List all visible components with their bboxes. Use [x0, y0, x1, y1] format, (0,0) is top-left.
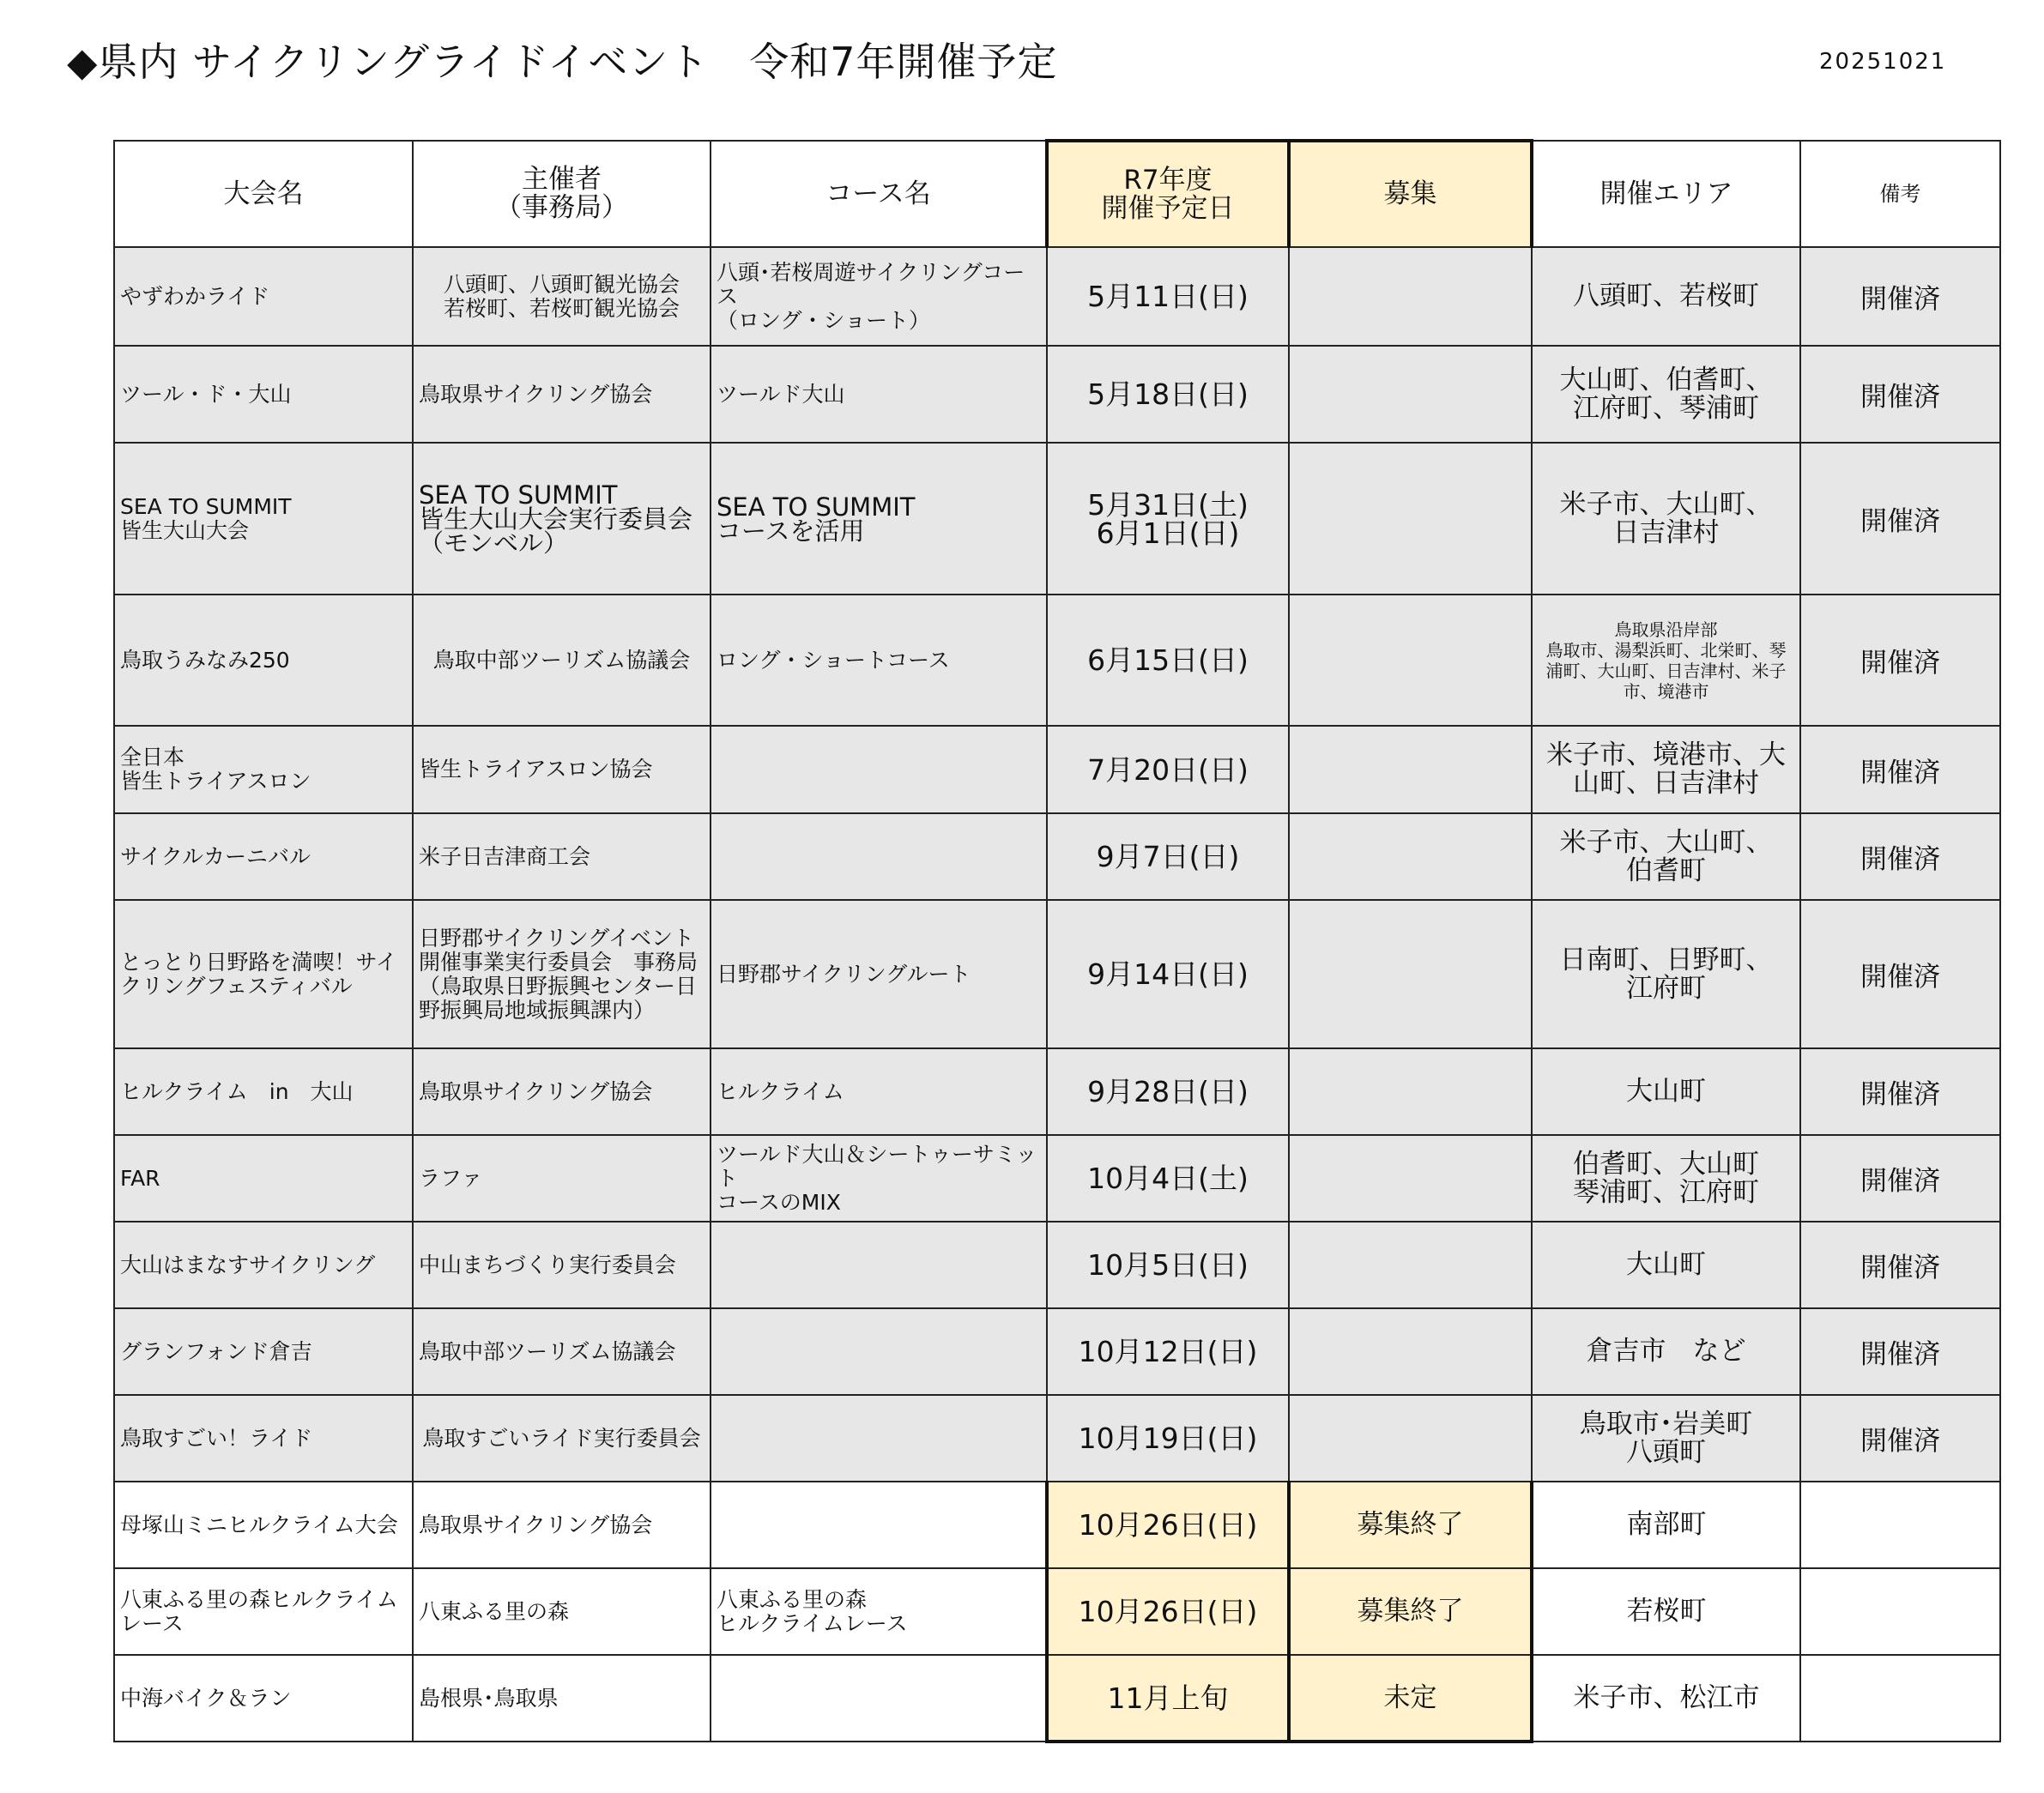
event-name: とっとり日野路を満喫！サイクリングフェスティバル: [114, 900, 413, 1048]
event-name: 八東ふる里の森ヒルクライムレース: [114, 1568, 413, 1655]
event-date: 9月14日(日): [1047, 900, 1289, 1048]
event-name: SEA TO SUMMIT 皆生大山大会: [114, 443, 413, 595]
event-area: 大山町: [1532, 1048, 1800, 1135]
event-date: 7月20日(日): [1047, 726, 1289, 813]
organizer: 日野郡サイクリングイベント開催事業実行委員会 事務局（鳥取県日野振興センター日野振興局地域振興課内）: [413, 900, 711, 1048]
header-course: コース名: [711, 141, 1047, 247]
event-date: 10月4日(土): [1047, 1135, 1289, 1222]
event-name: ツール・ド・大山: [114, 346, 413, 443]
event-area: 若桜町: [1532, 1568, 1800, 1655]
recruitment-status: [1289, 1308, 1532, 1395]
header-organizer: 主催者 （事務局）: [413, 141, 711, 247]
event-name: 大山はまなすサイクリング: [114, 1222, 413, 1308]
organizer: 島根県･鳥取県: [413, 1655, 711, 1742]
event-note: [1800, 1655, 2000, 1742]
table-row: [114, 443, 2000, 595]
table-row: [114, 1222, 2000, 1308]
event-name: 鳥取うみなみ250: [114, 595, 413, 726]
course-name: [711, 1395, 1047, 1482]
organizer: 中山まちづくり実行委員会: [413, 1222, 711, 1308]
organizer: 鳥取中部ツーリズム協議会: [413, 595, 711, 726]
organizer: 鳥取中部ツーリズム協議会: [413, 1308, 711, 1395]
header-area: 開催エリア: [1532, 141, 1800, 247]
event-area: 南部町: [1532, 1482, 1800, 1568]
course-name: ロング・ショートコース: [711, 595, 1047, 726]
course-name: ツールド大山: [711, 346, 1047, 443]
event-name: 鳥取すごい！ライド: [114, 1395, 413, 1482]
header-event-name: 大会名: [114, 141, 413, 247]
document-date-code: 20251021: [1819, 49, 1947, 75]
event-name: 全日本 皆生トライアスロン: [114, 726, 413, 813]
event-area: 伯耆町、大山町 琴浦町、江府町: [1532, 1135, 1800, 1222]
table-row: [114, 1395, 2000, 1482]
header-notes: 備考: [1800, 141, 2000, 247]
event-name: ヒルクライム in 大山: [114, 1048, 413, 1135]
organizer: 八東ふる里の森: [413, 1568, 711, 1655]
event-date: 5月31日(土) 6月1日(日): [1047, 443, 1289, 595]
event-note: 開催済: [1800, 1395, 2000, 1482]
recruitment-status: 募集終了: [1289, 1568, 1532, 1655]
event-area: 倉吉市 など: [1532, 1308, 1800, 1395]
table-row: [114, 1135, 2000, 1222]
event-note: [1800, 1482, 2000, 1568]
event-date: 5月18日(日): [1047, 346, 1289, 443]
course-name: [711, 1222, 1047, 1308]
event-date: 10月26日(日): [1047, 1482, 1289, 1568]
table-row: [114, 1482, 2000, 1568]
event-date: 10月5日(日): [1047, 1222, 1289, 1308]
course-name: 八東ふる里の森 ヒルクライムレース: [711, 1568, 1047, 1655]
event-area: 鳥取県沿岸部 鳥取市、湯梨浜町、北栄町、琴浦町、大山町、日吉津村、米子市、境港市: [1532, 595, 1800, 726]
organizer: ラファ: [413, 1135, 711, 1222]
event-note: 開催済: [1800, 443, 2000, 595]
event-area: 鳥取市･岩美町 八頭町: [1532, 1395, 1800, 1482]
table-row: [114, 595, 2000, 726]
recruitment-status: [1289, 247, 1532, 346]
event-name: 中海バイク＆ラン: [114, 1655, 413, 1742]
course-name: ヒルクライム: [711, 1048, 1047, 1135]
event-note: 開催済: [1800, 595, 2000, 726]
recruitment-status: 未定: [1289, 1655, 1532, 1742]
recruitment-status: [1289, 813, 1532, 900]
event-name: サイクルカーニバル: [114, 813, 413, 900]
event-date: 9月28日(日): [1047, 1048, 1289, 1135]
recruitment-status: [1289, 1222, 1532, 1308]
header-scheduled-date: R7年度 開催予定日: [1047, 141, 1289, 247]
event-note: 開催済: [1800, 1048, 2000, 1135]
recruitment-status: [1289, 346, 1532, 443]
organizer: SEA TO SUMMIT 皆生大山大会実行委員会 （モンベル）: [413, 443, 711, 595]
event-area: 日南町、日野町、 江府町: [1532, 900, 1800, 1048]
event-date: 6月15日(日): [1047, 595, 1289, 726]
event-area: 米子市、大山町、 伯耆町: [1532, 813, 1800, 900]
event-date: 9月7日(日): [1047, 813, 1289, 900]
course-name: 八頭･若桜周遊サイクリングコース （ロング・ショート）: [711, 247, 1047, 346]
event-name: FAR: [114, 1135, 413, 1222]
event-area: 米子市、境港市、大山町、日吉津村: [1532, 726, 1800, 813]
table-header-row: [114, 141, 2000, 247]
event-note: 開催済: [1800, 813, 2000, 900]
event-date: 10月12日(日): [1047, 1308, 1289, 1395]
table-row: [114, 1568, 2000, 1655]
recruitment-status: [1289, 900, 1532, 1048]
course-name: ツールド大山＆シートゥーサミット コースのMIX: [711, 1135, 1047, 1222]
event-date: 11月上旬: [1047, 1655, 1289, 1742]
event-area: 米子市、大山町、 日吉津村: [1532, 443, 1800, 595]
organizer: 米子日吉津商工会: [413, 813, 711, 900]
event-note: 開催済: [1800, 247, 2000, 346]
table-row: [114, 813, 2000, 900]
recruitment-status: [1289, 1048, 1532, 1135]
event-note: 開催済: [1800, 346, 2000, 443]
recruitment-status: [1289, 1135, 1532, 1222]
course-name: [711, 1482, 1047, 1568]
recruitment-status: [1289, 443, 1532, 595]
course-name: SEA TO SUMMIT コースを活用: [711, 443, 1047, 595]
recruitment-status: 募集終了: [1289, 1482, 1532, 1568]
table-row: [114, 900, 2000, 1048]
page-title: ◆県内 サイクリングライドイベント 令和7年開催予定: [67, 39, 1058, 85]
event-name: 母塚山ミニヒルクライム大会: [114, 1482, 413, 1568]
organizer: 八頭町、八頭町観光協会 若桜町、若桜町観光協会: [413, 247, 711, 346]
course-name: [711, 813, 1047, 900]
event-note: 開催済: [1800, 1222, 2000, 1308]
organizer: 鳥取県サイクリング協会: [413, 1482, 711, 1568]
event-area: 八頭町、若桜町: [1532, 247, 1800, 346]
table-row: [114, 1048, 2000, 1135]
header-recruitment: 募集: [1289, 141, 1532, 247]
table-row: [114, 1308, 2000, 1395]
event-area: 米子市、松江市: [1532, 1655, 1800, 1742]
event-note: 開催済: [1800, 726, 2000, 813]
table-row: [114, 346, 2000, 443]
event-table: [113, 139, 2001, 1743]
organizer: 皆生トライアスロン協会: [413, 726, 711, 813]
recruitment-status: [1289, 595, 1532, 726]
event-note: [1800, 1568, 2000, 1655]
organizer: 鳥取県サイクリング協会: [413, 346, 711, 443]
recruitment-status: [1289, 726, 1532, 813]
event-date: 10月19日(日): [1047, 1395, 1289, 1482]
event-name: グランフォンド倉吉: [114, 1308, 413, 1395]
course-name: 日野郡サイクリングルート: [711, 900, 1047, 1048]
event-date: 5月11日(日): [1047, 247, 1289, 346]
course-name: [711, 1308, 1047, 1395]
course-name: [711, 726, 1047, 813]
event-note: 開催済: [1800, 1308, 2000, 1395]
event-note: 開催済: [1800, 1135, 2000, 1222]
event-note: 開催済: [1800, 900, 2000, 1048]
table-row: [114, 726, 2000, 813]
course-name: [711, 1655, 1047, 1742]
organizer: 鳥取県サイクリング協会: [413, 1048, 711, 1135]
event-date: 10月26日(日): [1047, 1568, 1289, 1655]
event-area: 大山町、伯耆町、 江府町、琴浦町: [1532, 346, 1800, 443]
event-area: 大山町: [1532, 1222, 1800, 1308]
event-name: やずわかライド: [114, 247, 413, 346]
table-row: [114, 247, 2000, 346]
recruitment-status: [1289, 1395, 1532, 1482]
table-row: [114, 1655, 2000, 1742]
organizer: 鳥取すごいライド実行委員会: [413, 1395, 711, 1482]
